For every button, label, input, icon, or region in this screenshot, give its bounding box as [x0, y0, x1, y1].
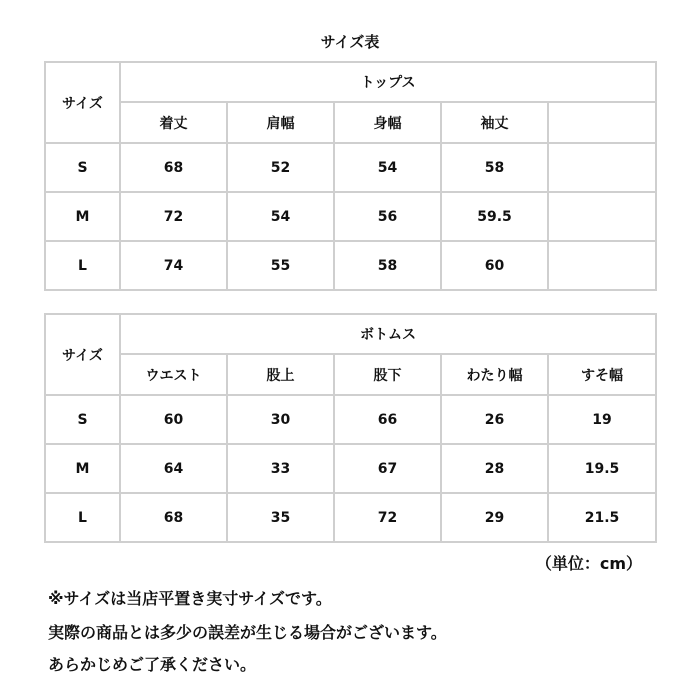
tops-column-header: 袖丈: [441, 102, 548, 143]
table-cell: 30: [227, 395, 334, 444]
table-cell: 33: [227, 444, 334, 493]
size-label: S: [45, 143, 120, 192]
table-cell: 54: [334, 143, 441, 192]
note-line: あらかじめご了承ください。: [48, 655, 257, 674]
bottoms-header-row: [45, 314, 656, 354]
bottoms-column-header: すそ幅: [548, 354, 656, 395]
table-row: [45, 143, 656, 192]
table-row: [45, 192, 656, 241]
table-cell: 28: [441, 444, 548, 493]
size-label: M: [45, 192, 120, 241]
table-cell: 74: [120, 241, 227, 290]
size-chart-title: サイズ表: [320, 33, 380, 51]
table-cell: 64: [120, 444, 227, 493]
table-cell: [548, 143, 656, 192]
unit-label: （単位：cm）: [535, 554, 642, 573]
bottoms-column-row: [45, 354, 656, 395]
table-cell: 19: [548, 395, 656, 444]
table-cell: 68: [120, 143, 227, 192]
tops-column-header: 肩幅: [227, 102, 334, 143]
tops-size-header: サイズ: [45, 62, 120, 143]
tops-column-row: [45, 102, 656, 143]
bottoms-size-table: [44, 313, 657, 543]
table-cell: 52: [227, 143, 334, 192]
table-cell: 26: [441, 395, 548, 444]
bottoms-column-header: 股上: [227, 354, 334, 395]
tops-size-table: [44, 61, 657, 291]
size-label: L: [45, 493, 120, 542]
table-cell: 58: [334, 241, 441, 290]
table-cell: 21.5: [548, 493, 656, 542]
table-cell: 35: [227, 493, 334, 542]
table-cell: [548, 241, 656, 290]
table-cell: 72: [120, 192, 227, 241]
table-cell: 58: [441, 143, 548, 192]
table-cell: [548, 192, 656, 241]
bottoms-section-title: ボトムス: [120, 314, 656, 354]
tops-column-header: 着丈: [120, 102, 227, 143]
table-cell: 72: [334, 493, 441, 542]
table-cell: 56: [334, 192, 441, 241]
table-cell: 68: [120, 493, 227, 542]
table-row: [45, 444, 656, 493]
table-cell: 67: [334, 444, 441, 493]
bottoms-column-header: ウエスト: [120, 354, 227, 395]
table-cell: 29: [441, 493, 548, 542]
note-line: ※サイズは当店平置き実寸サイズです。: [48, 589, 332, 608]
note-line: 実際の商品とは多少の誤差が生じる場合がございます。: [48, 623, 447, 642]
table-cell: 59.5: [441, 192, 548, 241]
table-cell: 54: [227, 192, 334, 241]
tops-column-header: [548, 102, 656, 143]
table-cell: 60: [120, 395, 227, 444]
table-row: [45, 395, 656, 444]
size-label: L: [45, 241, 120, 290]
size-label: S: [45, 395, 120, 444]
table-cell: 55: [227, 241, 334, 290]
tops-column-header: 身幅: [334, 102, 441, 143]
table-cell: 66: [334, 395, 441, 444]
table-cell: 60: [441, 241, 548, 290]
tops-header-row: [45, 62, 656, 102]
table-row: [45, 493, 656, 542]
table-cell: 19.5: [548, 444, 656, 493]
tops-section-title: トップス: [120, 62, 656, 102]
table-row: [45, 241, 656, 290]
bottoms-column-header: 股下: [334, 354, 441, 395]
size-label: M: [45, 444, 120, 493]
bottoms-size-header: サイズ: [45, 314, 120, 395]
bottoms-column-header: わたり幅: [441, 354, 548, 395]
